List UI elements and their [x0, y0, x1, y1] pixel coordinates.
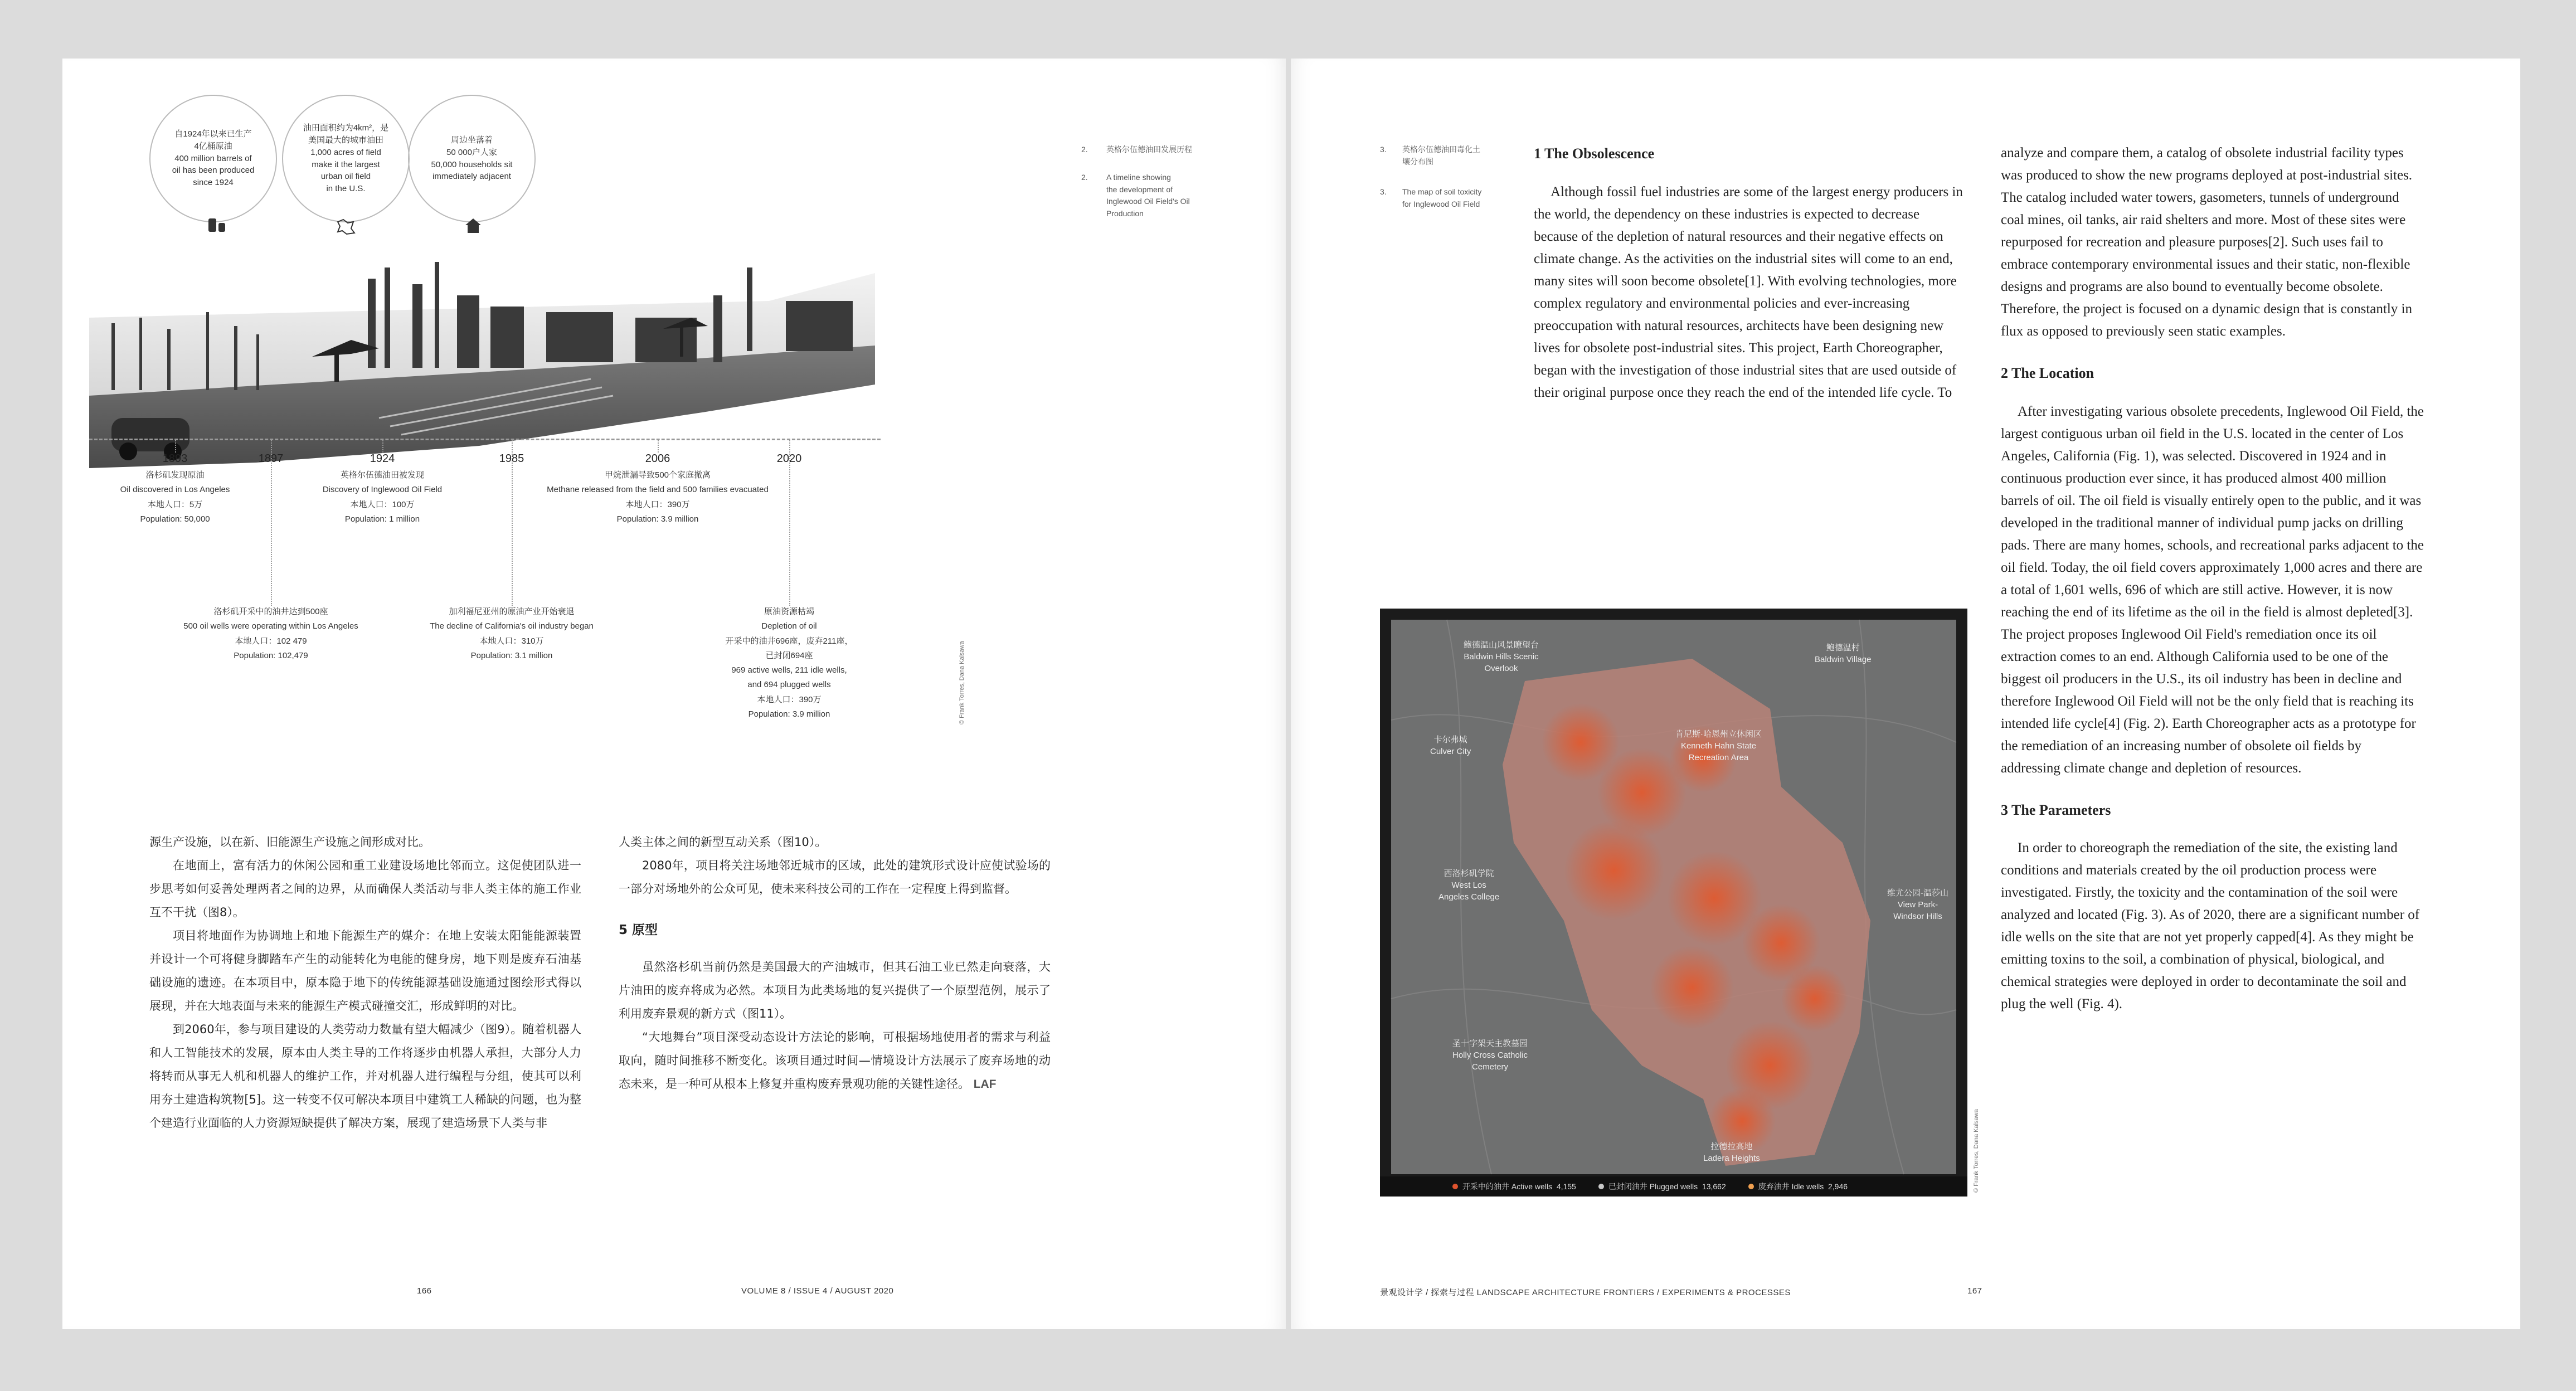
event-line: Methane released from the field and 500 families evacuated — [547, 485, 769, 495]
label-line: 鲍德温村 — [1826, 643, 1860, 653]
circle-line: make it the largest — [312, 159, 380, 169]
event-line: Population: 3.9 million — [748, 709, 830, 719]
event-line: 969 active wells, 211 idle wells, — [731, 665, 847, 675]
circle-line: 油田面积约为4km²，是 — [303, 123, 389, 133]
section-heading: 3 The Parameters — [2001, 801, 2111, 818]
caption-number: 2. — [1081, 173, 1088, 182]
legend-label: 废弃油井 Idle wells — [1758, 1182, 1824, 1191]
circle-line: 美国最大的城市油田 — [308, 135, 383, 145]
circle-line: immediately adjacent — [432, 172, 511, 182]
legend-value: 2,946 — [1828, 1182, 1848, 1191]
paragraph: 人类主体之间的新型互动关系（图10）。 — [619, 835, 827, 849]
label-line: 拉德拉高地 — [1710, 1142, 1753, 1151]
caption-line: Production — [1106, 209, 1144, 218]
label-line: Baldwin Village — [1815, 655, 1872, 664]
timeline-tick — [175, 439, 176, 453]
paragraph: analyze and compare them, a catalog of obsolete industrial facility types was produced to show the new programs deployed at post-industrial sites. The catalog included water towers, gasometers, tunnels of underground coal mines, oil tanks, air raid shelters and more. Most of these sites were repurposed for recreation and pleasure purposes[2]. Such uses fail to embrace contemporary environmental issues and their static, non-flexible designs and programs are also bound to eventually become obsolete. Therefore, the project is focused on a dynamic design that is constantly in flux as opposed to previously seen static examples. — [2001, 145, 2413, 339]
event-line: 本地人口：390万 — [757, 694, 822, 704]
oil-field-photo-collage — [89, 234, 875, 490]
legend-label: 开采中的油井 Active wells — [1462, 1182, 1553, 1191]
english-body-column-2 — [2001, 142, 2424, 1015]
circle-line: 50 000户人家 — [446, 147, 497, 157]
event-line: Population: 3.9 million — [616, 514, 699, 524]
section-heading: 2 The Location — [2001, 365, 2094, 381]
event-line: The decline of California's oil industry began — [430, 621, 594, 631]
event-line: 洛杉矶开采中的油井达到500座 — [213, 607, 328, 616]
label-line: Overlook — [1484, 664, 1518, 673]
event-line: and 694 plugged wells — [747, 680, 831, 690]
caption-line: 壤分布图 — [1402, 157, 1433, 166]
timeline-tick — [658, 439, 659, 453]
event-line: 洛杉矶发现原油 — [145, 470, 205, 480]
circle-line: 50,000 households sit — [431, 159, 513, 169]
label-line: 卡尔弗城 — [1433, 735, 1467, 745]
legend-dot — [1452, 1184, 1458, 1189]
paragraph: 虽然洛杉矶当前仍然是美国最大的产油城市，但其石油工业已然走向衰落，大片油田的废弃将成为必然。本项目为此类场地的复兴提供了一个原型范例，展示了利用废弃景观的新方式（图11）。 — [619, 960, 1051, 1020]
timeline-year: 2006 — [645, 453, 670, 465]
caption-line: Inglewood Oil Field's Oil — [1106, 197, 1190, 206]
paragraph: In order to choreograph the remediation of the site, the existing land conditions and materials created by the oil production process were investigated. Firstly, the toxicity and the contamination of the soil were analyzed and located (Fig. 3). As of 2020, there are a significant number of idle wells on the site that are not yet properly capped[4]. As they might be emitting toxins to the soil, a combination of physical, biological, and chemical strategies were deployed in order to decontaminate the soil and plug the well (Fig. 4). — [2001, 840, 2420, 1012]
section-heading: 5 原型 — [619, 923, 658, 937]
map-label-view-park — [1887, 887, 1948, 922]
map-label-holy-cross — [1452, 1038, 1528, 1073]
legend-idle-wells — [1748, 1181, 1848, 1192]
english-body-column-1 — [1534, 142, 1966, 404]
circle-line: since 1924 — [193, 178, 234, 188]
legend-value: 13,662 — [1702, 1182, 1726, 1191]
paragraph-with-laf — [619, 1025, 1051, 1096]
event-line: 加利福尼亚州的原油产业开始衰退 — [449, 607, 575, 616]
event-line: 500 oil wells were operating within Los Angeles — [183, 621, 358, 631]
circle-line: 4亿桶原油 — [194, 141, 232, 151]
event-line: Discovery of Inglewood Oil Field — [322, 485, 443, 495]
timeline-event-2006 — [547, 468, 769, 527]
legend-value: 4,155 — [1556, 1182, 1576, 1191]
map-label-kenneth-hahn — [1675, 728, 1762, 763]
label-line: Ladera Heights — [1703, 1154, 1760, 1163]
map-label-baldwin-hills — [1464, 639, 1539, 674]
map-legend — [1380, 1176, 1967, 1197]
label-line: West Los — [1451, 881, 1486, 890]
paragraph: 2080年，项目将关注场地邻近城市的区域，此处的建筑形式设计应使试验场的一部分对场地外的公众可见，使未来科技公司的工作在一定程度上得到监督。 — [619, 859, 1051, 896]
event-line: 原油资源枯竭 — [764, 607, 815, 616]
page-number-right: 167 — [1967, 1286, 1982, 1296]
label-line: 肯尼斯·哈恩州立休闲区 — [1675, 729, 1762, 739]
circle-line: 自1924年以来已生产 — [174, 129, 252, 139]
event-line: 本地人口：100万 — [350, 499, 415, 509]
event-line: 本地人口：5万 — [147, 499, 203, 509]
caption-en-fig2 — [1106, 172, 1251, 220]
legend-plugged-wells — [1598, 1181, 1726, 1192]
timeline-event-1893 — [120, 468, 230, 527]
event-line: 本地人口：102 479 — [235, 636, 307, 646]
label-line: 圣十字架天主教墓园 — [1452, 1039, 1528, 1048]
label-line: Holly Cross Catholic — [1452, 1050, 1528, 1060]
label-line: 西洛杉矶学院 — [1443, 869, 1494, 878]
caption-line: A timeline showing — [1106, 173, 1171, 182]
circle-line: in the U.S. — [326, 184, 366, 193]
label-line: 维尤公园-温莎山 — [1887, 888, 1948, 898]
timeline-event-1897 — [183, 605, 358, 663]
event-line: 已封闭694座 — [765, 650, 813, 660]
timeline-year: 1897 — [258, 453, 284, 465]
label-line: Baldwin Hills Scenic — [1464, 652, 1539, 662]
paragraph: 源生产设施，以在新、旧能源生产设施之间形成对比。 — [149, 835, 430, 849]
journal-info-right: 景观设计学 / 探索与过程 LANDSCAPE ARCHITECTURE FRONTIERS / EXPERIMENTS & PROCESSES — [1380, 1288, 1791, 1297]
timeline-credit: © Frank Torres, Dana Kalsawa — [959, 641, 965, 724]
label-line: View Park- — [1897, 900, 1938, 909]
label-line: Windsor Hills — [1893, 912, 1942, 921]
caption-line: the development of — [1106, 184, 1173, 194]
event-line: 甲烷泄漏导致500个家庭撤离 — [604, 470, 711, 480]
timeline-tick — [382, 439, 383, 453]
paragraph-text: “大地舞台”项目深受动态设计方法论的影响，可根据场地使用者的需求与利益取向，随时间推移不断变化。该项目通过时间—情境设计方法展示了废弃场地的动态未来，是一种可从根本上修复并重构废弃景观功能的关键性途径。 — [619, 1030, 1051, 1091]
caption-number: 2. — [1081, 145, 1088, 154]
event-line: 本地人口：310万 — [479, 636, 544, 646]
timeline-axis — [89, 439, 881, 440]
stat-circle-field-area — [282, 95, 410, 222]
page-number-left: 166 — [417, 1286, 432, 1296]
paragraph: 项目将地面作为协调地上和地下能源生产的媒介：在地上安装太阳能能源装置并设计一个可将健身脚踏车产生的动能转化为电能的健身房，地下则是废弃石油基础设施的遗迹。在本项目中，原本隐于地下的传统能源基础设施通过图绘形式得以展现，并在大地表面与未来的能源生产模式碰撞交汇，形成鲜明的对比。 — [149, 929, 581, 1013]
caption-number: 3. — [1380, 145, 1387, 154]
caption-zh-fig2 — [1106, 144, 1251, 156]
legend-dot — [1748, 1184, 1754, 1189]
event-line: Depletion of oil — [761, 621, 817, 631]
label-line: Cemetery — [1472, 1062, 1509, 1072]
circle-line: urban oil field — [320, 172, 371, 182]
timeline-event-1924 — [323, 468, 442, 527]
event-line: Population: 50,000 — [140, 514, 210, 524]
paragraph: After investigating various obsolete precedents, Inglewood Oil Field, the largest contiguous urban oil field in the U.S. located in the center of Los Angeles, California (Fig. 1), was selected. Discovered in 1924 and in continuous production ever since, it has produced almost 400 million barrels of oil. The oil field is visually entirely open to the public, and it was developed in the traditional manner of individual pump jacks on drilling pads. There are many homes, schools, and recreational parks adjacent to the oil field. Today, the oil field covers approximately 1,000 acres and there are a total of 1,601 wells, 696 of which are still active. However, it is now reaching the end of its lifetime as the oil in the field is almost depleted[3]. The project proposes Inglewood Oil Field's remediation once its oil extraction comes to an end. Although California used to be one of the biggest oil producers in the U.S., its oil industry has been in decline and therefore Inglewood Oil Field will not be the only field that is reaching its intended life cycle[4] (Fig. 2). Earth Choreographer acts as a prototype for the remediation of an increasing number of obsolete oil fields by addressing climate change and depletion of resources. — [2001, 403, 2424, 776]
caption-number: 3. — [1380, 187, 1387, 196]
caption-en-fig3 — [1402, 186, 1514, 210]
label-line: Recreation Area — [1688, 753, 1749, 762]
caption-zh-fig3 — [1402, 144, 1514, 168]
issue-info-left: VOLUME 8 / ISSUE 4 / AUGUST 2020 — [741, 1286, 894, 1296]
map-label-baldwin-village — [1815, 642, 1871, 665]
label-line: Angeles College — [1438, 892, 1500, 902]
stat-circle-oil-produced — [149, 95, 277, 222]
label-line: Kenneth Hahn State — [1680, 741, 1757, 751]
map-credit: © Frank Torres, Dana Kalsawa — [1973, 1109, 1980, 1193]
circle-line: 1,000 acres of field — [310, 147, 381, 157]
event-line: Population: 3.1 million — [470, 650, 553, 660]
legend-dot — [1598, 1184, 1604, 1189]
map-label-west-la-college — [1438, 868, 1499, 903]
map-label-culver-city — [1430, 734, 1471, 757]
paragraph: 在地面上，富有活力的休闲公园和重工业建设场地比邻而立。这促使团队进一步思考如何妥善处理两者之间的边界，从而确保人类活动与非人类主体的施工作业互不干扰（图8）。 — [149, 859, 581, 919]
chinese-body-column-1 — [149, 830, 581, 1135]
circle-line: 周边坐落着 — [450, 135, 493, 145]
timeline-event-1985 — [430, 605, 594, 663]
caption-line: for Inglewood Oil Field — [1402, 199, 1480, 208]
legend-active-wells — [1452, 1181, 1576, 1192]
paragraph: 到2060年，参与项目建设的人类劳动力数量有望大幅减少（图9）。随着机器人和人工智能技术的发展，原本由人类主导的工作将逐步由机器人承担，大部分人力将转而从事无人机和机器人的维护工作，并对机器人进行编程与分组，使其可以利用夯土建造构筑物[5]。这一转变不仅可解决本项目中建筑工人稀缺的问题，也为整个建造行业面临的人力资源短缺提供了解决方案，展现了建造场景下人类与非 — [149, 1023, 581, 1130]
event-line: Population: 102,479 — [234, 650, 308, 660]
timeline-year: 1924 — [370, 453, 395, 465]
chinese-body-column-2 — [619, 830, 1051, 1096]
circle-line: oil has been produced — [172, 166, 255, 176]
caption-line: The map of soil toxicity — [1402, 187, 1482, 196]
timeline-year: 2020 — [776, 453, 802, 465]
event-line: 本地人口：390万 — [625, 499, 690, 509]
event-line: Oil discovered in Los Angeles — [120, 485, 230, 495]
timeline-year: 1893 — [162, 453, 188, 465]
circle-line: 400 million barrels of — [174, 153, 252, 163]
event-line: 英格尔伍德油田被发现 — [340, 470, 425, 480]
event-line: 开采中的油井696座，废弃211座， — [725, 636, 853, 646]
stat-circle-households — [408, 95, 536, 222]
timeline-year: 1985 — [499, 453, 524, 465]
laf-logo: LAF — [973, 1078, 997, 1091]
label-line: Culver City — [1430, 747, 1471, 756]
section-heading: 1 The Obsolescence — [1534, 145, 1655, 162]
caption-line: 英格尔伍德油田发展历程 — [1106, 145, 1192, 154]
timeline-event-2020 — [726, 605, 853, 722]
event-line: Population: 1 million — [344, 514, 420, 524]
paragraph: Although fossil fuel industries are some of the largest energy producers in the world, the dependency on these industries is expected to decrease because of the depletion of natural resources and their negative effects on climate change. As the activities on the industrial sites will come to an end, many sites will soon become obsolete[1]. With evolving technologies, more complex regulatory and environmental policies and ever-increasing preoccupation with natural resources, architects have been designing new lives for obsolete post-industrial sites. This project, Earth Choreographer, began with the investigation of those industrial sites that are used outside of their original purpose once they reach the end of the intended life cycle. To — [1534, 184, 1963, 400]
soil-toxicity-map — [1380, 609, 1967, 1197]
label-line: 鲍德温山风景瞭望台 — [1464, 640, 1539, 650]
map-label-ladera-heights — [1703, 1141, 1760, 1164]
legend-label: 已封闭油井 Plugged wells — [1608, 1182, 1698, 1191]
caption-line: 英格尔伍德油田毒化土 — [1402, 145, 1480, 154]
